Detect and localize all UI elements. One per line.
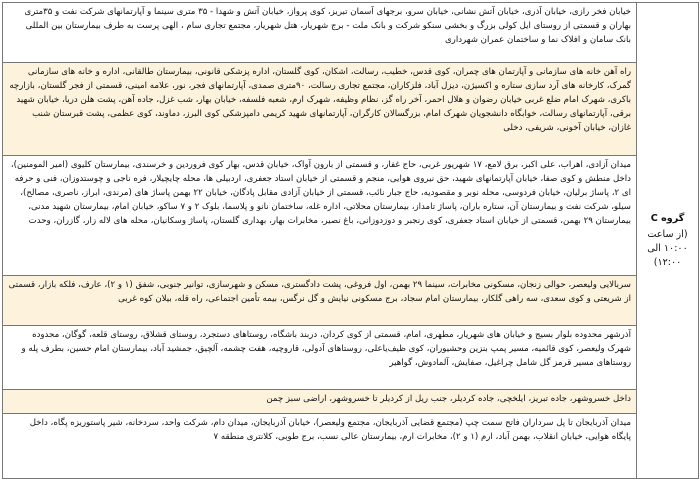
area-list-row: خیابان فخر رازی، خیابان آذری، خیابان آتش نشانی، خیابان سرو، برجهای آسمان تبریز، کوی پرواز، خیابان آتش و شهدا - ۳۵ متری سینما و آپارتمانهای شرکت نفت و ۳۵متری بهاران و قسمتی از روستای ایل کولی بزرگ و بخشی سنکو شرکت و بانک ملت - برج شهریار، هتل شهریار، مجتمع تجاری سام ، الهی پرست به طرف بیمارستان بین المللی بانک سامان و افلاک نما و ساختمان عمران شهرداری bbox=[3, 3, 637, 63]
group-title: گروه C bbox=[650, 212, 685, 224]
table-row bbox=[3, 326, 699, 390]
table-row bbox=[3, 63, 699, 156]
area-list-row: راه آهن خانه های سازمانی و آپارتمان های چمران، کوی قدس، خطیب، رسالت، اشکان، کوی گلستان، اداره پزشکی قانونی، بیمارستان طالقانی، اداره و خانه های سازمانی گمرک، کارخانه های آرد سازی ستاره و اکسیژن، دیزل آباد، فلزکاران، مجتمع تجاری رسالت، ۹۰متری صمدی، آپارتمانهای فجر، نور، علامه امینی، قسمتی از فجر گلستان، بازارچه باکری، شهرک امام ضلع غربی خیابان رضوان و هلال احمر، آخر راه گز، نظام وظیفه، شهرک ارم، شعبه فلسفه، خیابان بهار، شب غزل، جاده آهن، پشت هلن دریا، خیابان شهید برقی، آپارتمانهای رسالت، خوابگاه دانشجویان شهرک امام، بزرگسالان کارگران، آپارتمانهای شهید کریمی دامپزشکی کوی البرز، دماوند، کوی عظمی، پشت قبرستان شنب غازان، خیابان آخونی، شریفی، دخلی bbox=[3, 63, 637, 156]
group-time: (از ساعت ۱۰:۰۰ الی ۱۲:۰۰) bbox=[647, 228, 688, 268]
table-row bbox=[3, 390, 699, 414]
area-list-row: داخل خسروشهر، جاده تبریز، ایلخچی، جاده کردیلر، جنب ریل از کردیلر تا خسروشهر، اراضی سبز چمن bbox=[3, 390, 637, 414]
table-row bbox=[3, 276, 699, 326]
area-list-row: میدان آذربایجان تا پل سرداران فاتح سمت چپ (مجتمع قضایی آذربایجان، مجتمع ولیعصر)، خیابان آذربایجان، میدان دام، شرکت واحد، سردخانه، شیر پاستوریزه پگاه، داخل پایگاه هوایی، خیابان انقلاب، بهمن آباد، ارم (۱ و ۲)، مخابرات ارم، بیمارستان عالی نسب، برج طوبی، کلانتری منطقه ۷ bbox=[3, 414, 637, 479]
table-row bbox=[3, 156, 699, 276]
table-row bbox=[3, 414, 699, 479]
outage-schedule-table bbox=[2, 2, 699, 479]
area-list-row: آذرشهر محدوده بلوار بسیج و خیابان های شهریار، مطهری، امام، قسمتی از کوی کردان، دربند باشگاه، روستاهای دستجرد، روستای قشلاق، روستای قلعه، گوگان، محدوده شهرک ولیعصر، کوی قائمیه، مسیر پمپ بنزین وحشیوران، کوی ظیف‌یاعلی، روستاهای آدولی، قاروچیه، هفت چشمه، آلچیق، جمشید آباد، بیمارستان امام حسین، بطرف پله و روستاهای مسیر قرمز گل شامل چراغیل، صفایش، آلمادوش، گواهیر bbox=[3, 326, 637, 390]
group-cell bbox=[637, 3, 699, 479]
area-list-row: میدان آزادی، اهراب، علی اکبر، برق لامع، ۱۷ شهریور غربی، حاج غفار، و قسمتی از بارون آواک، خیابان قدس، بهار کوی فروردین و خرسندی، بیمارستان کلیوی (امیر المومنین)، داخل منطش و کوی صفا، خیابان آپارتمانهای شهید، حق نیروی هوایی، منجم و قسمتی از خیابان استاد جعفری، اردبیلی ها، محله چایچیلار، فره ناجی و چوستدوزان، فنی و حرفه ای ۲، پاساژ برلیان، خیابان فردوسی، محله نوبر و مقصودیه، حاج جبار نائب، قسمتی از خیابان آزادی مقابل پادگان، خیابان ۲۲ بهمن پاساژ های (مرندی، ابراز، ناصری، مصالح)، سیلو، شرکت نفت و بیمارستان آن، ستاره باران، پاساژ تامداز، بیمارستان محلاتی، اداره غله، ساختمان نانو و پلاسما، بلوک ۲ و ۷ ساکو، خیابان امام، بیمارستان شهید مدنی، بیمارستان ۲۹ بهمن، قسمتی از خیابان استاد جعفری، کوی رنجبر و دوزدوزانی، باغ نصیر، مخابرات بهار، بهداری گلستان، پاساژ وسکانیان، محله های لاله زار، گازران، وحدت bbox=[3, 156, 637, 276]
table-row bbox=[3, 3, 699, 63]
area-list-row: سربالایی ولیعصر، حوالی زنجان، مسکونی مخابرات، سینما ۲۹ بهمن، اول فروغی، پشت دادگستری، مسکن و شهرسازی، توانیر جنوبی، شفق (۱ و ۲)، عارف، فلکه بازار، قسمتی از شریعتی و کوی سعدی، سه راهی گلکار، بیمارستان امام سجاد، برج مسکونی نیایش و گل نرگس، بیمه تأمین اجتماعی، راه قله، بیلان کوه غربی bbox=[3, 276, 637, 326]
